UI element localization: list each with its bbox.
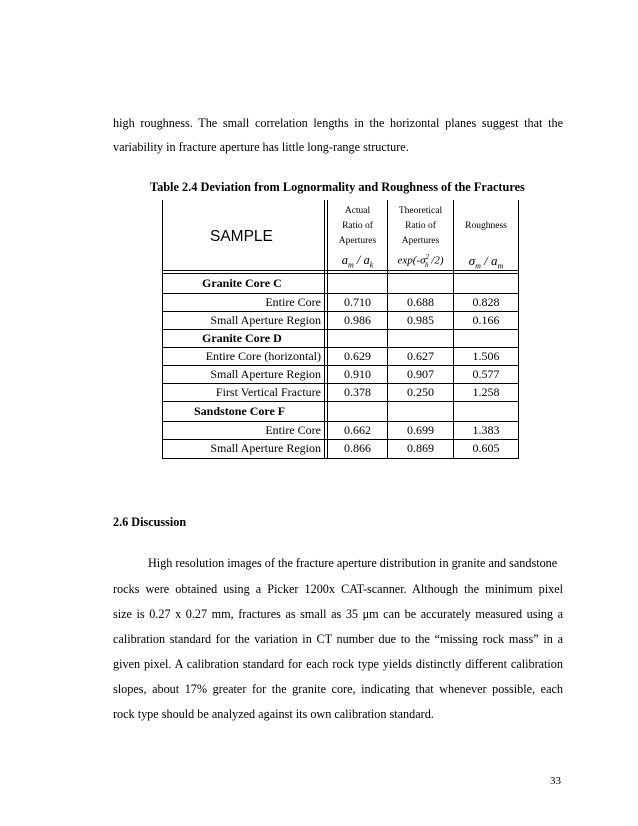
row-label: First Vertical Fracture: [215, 385, 321, 399]
row-roughness: 1.258: [472, 385, 500, 399]
results-table: [162, 200, 519, 459]
row-actual: 0.710: [344, 295, 371, 309]
page-number: 33: [550, 775, 561, 787]
row-label: Small Aperture Region: [210, 441, 321, 455]
row-theoretical: 0.869: [407, 441, 434, 455]
row-actual: 0.910: [344, 367, 371, 381]
discussion-line: calibration standard for the variation in CT number due to the “missing rock mass” in a: [113, 632, 563, 646]
header-actual: Actual Ratio of Apertures: [338, 206, 377, 246]
row-roughness: 0.828: [472, 295, 500, 309]
row-roughness: 1.383: [472, 423, 500, 437]
row-label: Entire Core: [265, 423, 321, 437]
row-actual: 0.866: [344, 441, 371, 455]
row-roughness: 0.166: [472, 313, 500, 327]
header-sample: SAMPLE: [210, 228, 273, 245]
row-theoretical: 0.985: [407, 313, 434, 327]
group-granite-core-d: Granite Core D: [202, 331, 282, 345]
row-label: Entire Core (horizontal): [205, 349, 321, 363]
row-actual: 0.662: [344, 423, 371, 437]
row-theoretical: 0.688: [407, 295, 434, 309]
section-heading: 2.6 Discussion: [113, 515, 187, 529]
row-theoretical: 0.627: [407, 349, 434, 363]
group-sandstone-core-f: Sandstone Core F: [194, 404, 286, 418]
row-roughness: 0.605: [472, 441, 500, 455]
intro-line-1: high roughness. The small correlation lengths in the horizontal planes suggest that the: [113, 116, 563, 130]
table-caption: Table 2.4 Deviation from Lognormality and Roughness of the Fractures: [150, 180, 525, 194]
row-actual: 0.986: [344, 313, 371, 327]
header-actual-formula: $a_m / a_k$: [341, 253, 374, 270]
group-granite-core-c: Granite Core C: [202, 276, 282, 290]
row-theoretical: 0.907: [407, 367, 434, 381]
discussion-line: rocks were obtained using a Picker 1200x CAT-scanner. Although the minimum pixel: [113, 582, 563, 596]
header-theoretical: Theoretical Ratio of Apertures: [398, 206, 443, 246]
intro-line-2: variability in fracture aperture has little long-range structure.: [113, 140, 409, 154]
row-theoretical: 0.699: [407, 423, 434, 437]
discussion-line: slopes, about 17% greater for the granite core, indicating that whenever possible, each: [113, 682, 563, 696]
discussion-line: rock type should be analyzed against its own calibration standard.: [113, 707, 434, 721]
row-actual: 0.629: [344, 349, 371, 363]
header-theoretical-formula: $\exp(-\sigma^2_h$ /2): [397, 253, 444, 269]
row-label: Entire Core: [265, 295, 321, 309]
row-label: Small Aperture Region: [210, 313, 321, 327]
discussion-line: size is 0.27 x 0.27 mm, fractures as small as 35 μm can be accurately measured using a: [113, 607, 563, 621]
row-roughness: 1.506: [472, 349, 500, 363]
header-roughness: Roughness: [465, 221, 507, 231]
row-roughness: 0.577: [472, 367, 500, 381]
discussion-line: High resolution images of the fracture aperture distribution in granite and sandstone: [148, 556, 558, 570]
discussion-line: given pixel. A calibration standard for each rock type yields distinctly different calibration: [113, 657, 563, 671]
row-theoretical: 0.250: [407, 385, 434, 399]
header-roughness-formula: $\sigma_m / a_m$: [468, 253, 504, 271]
row-actual: 0.378: [344, 385, 371, 399]
row-label: Small Aperture Region: [210, 367, 321, 381]
